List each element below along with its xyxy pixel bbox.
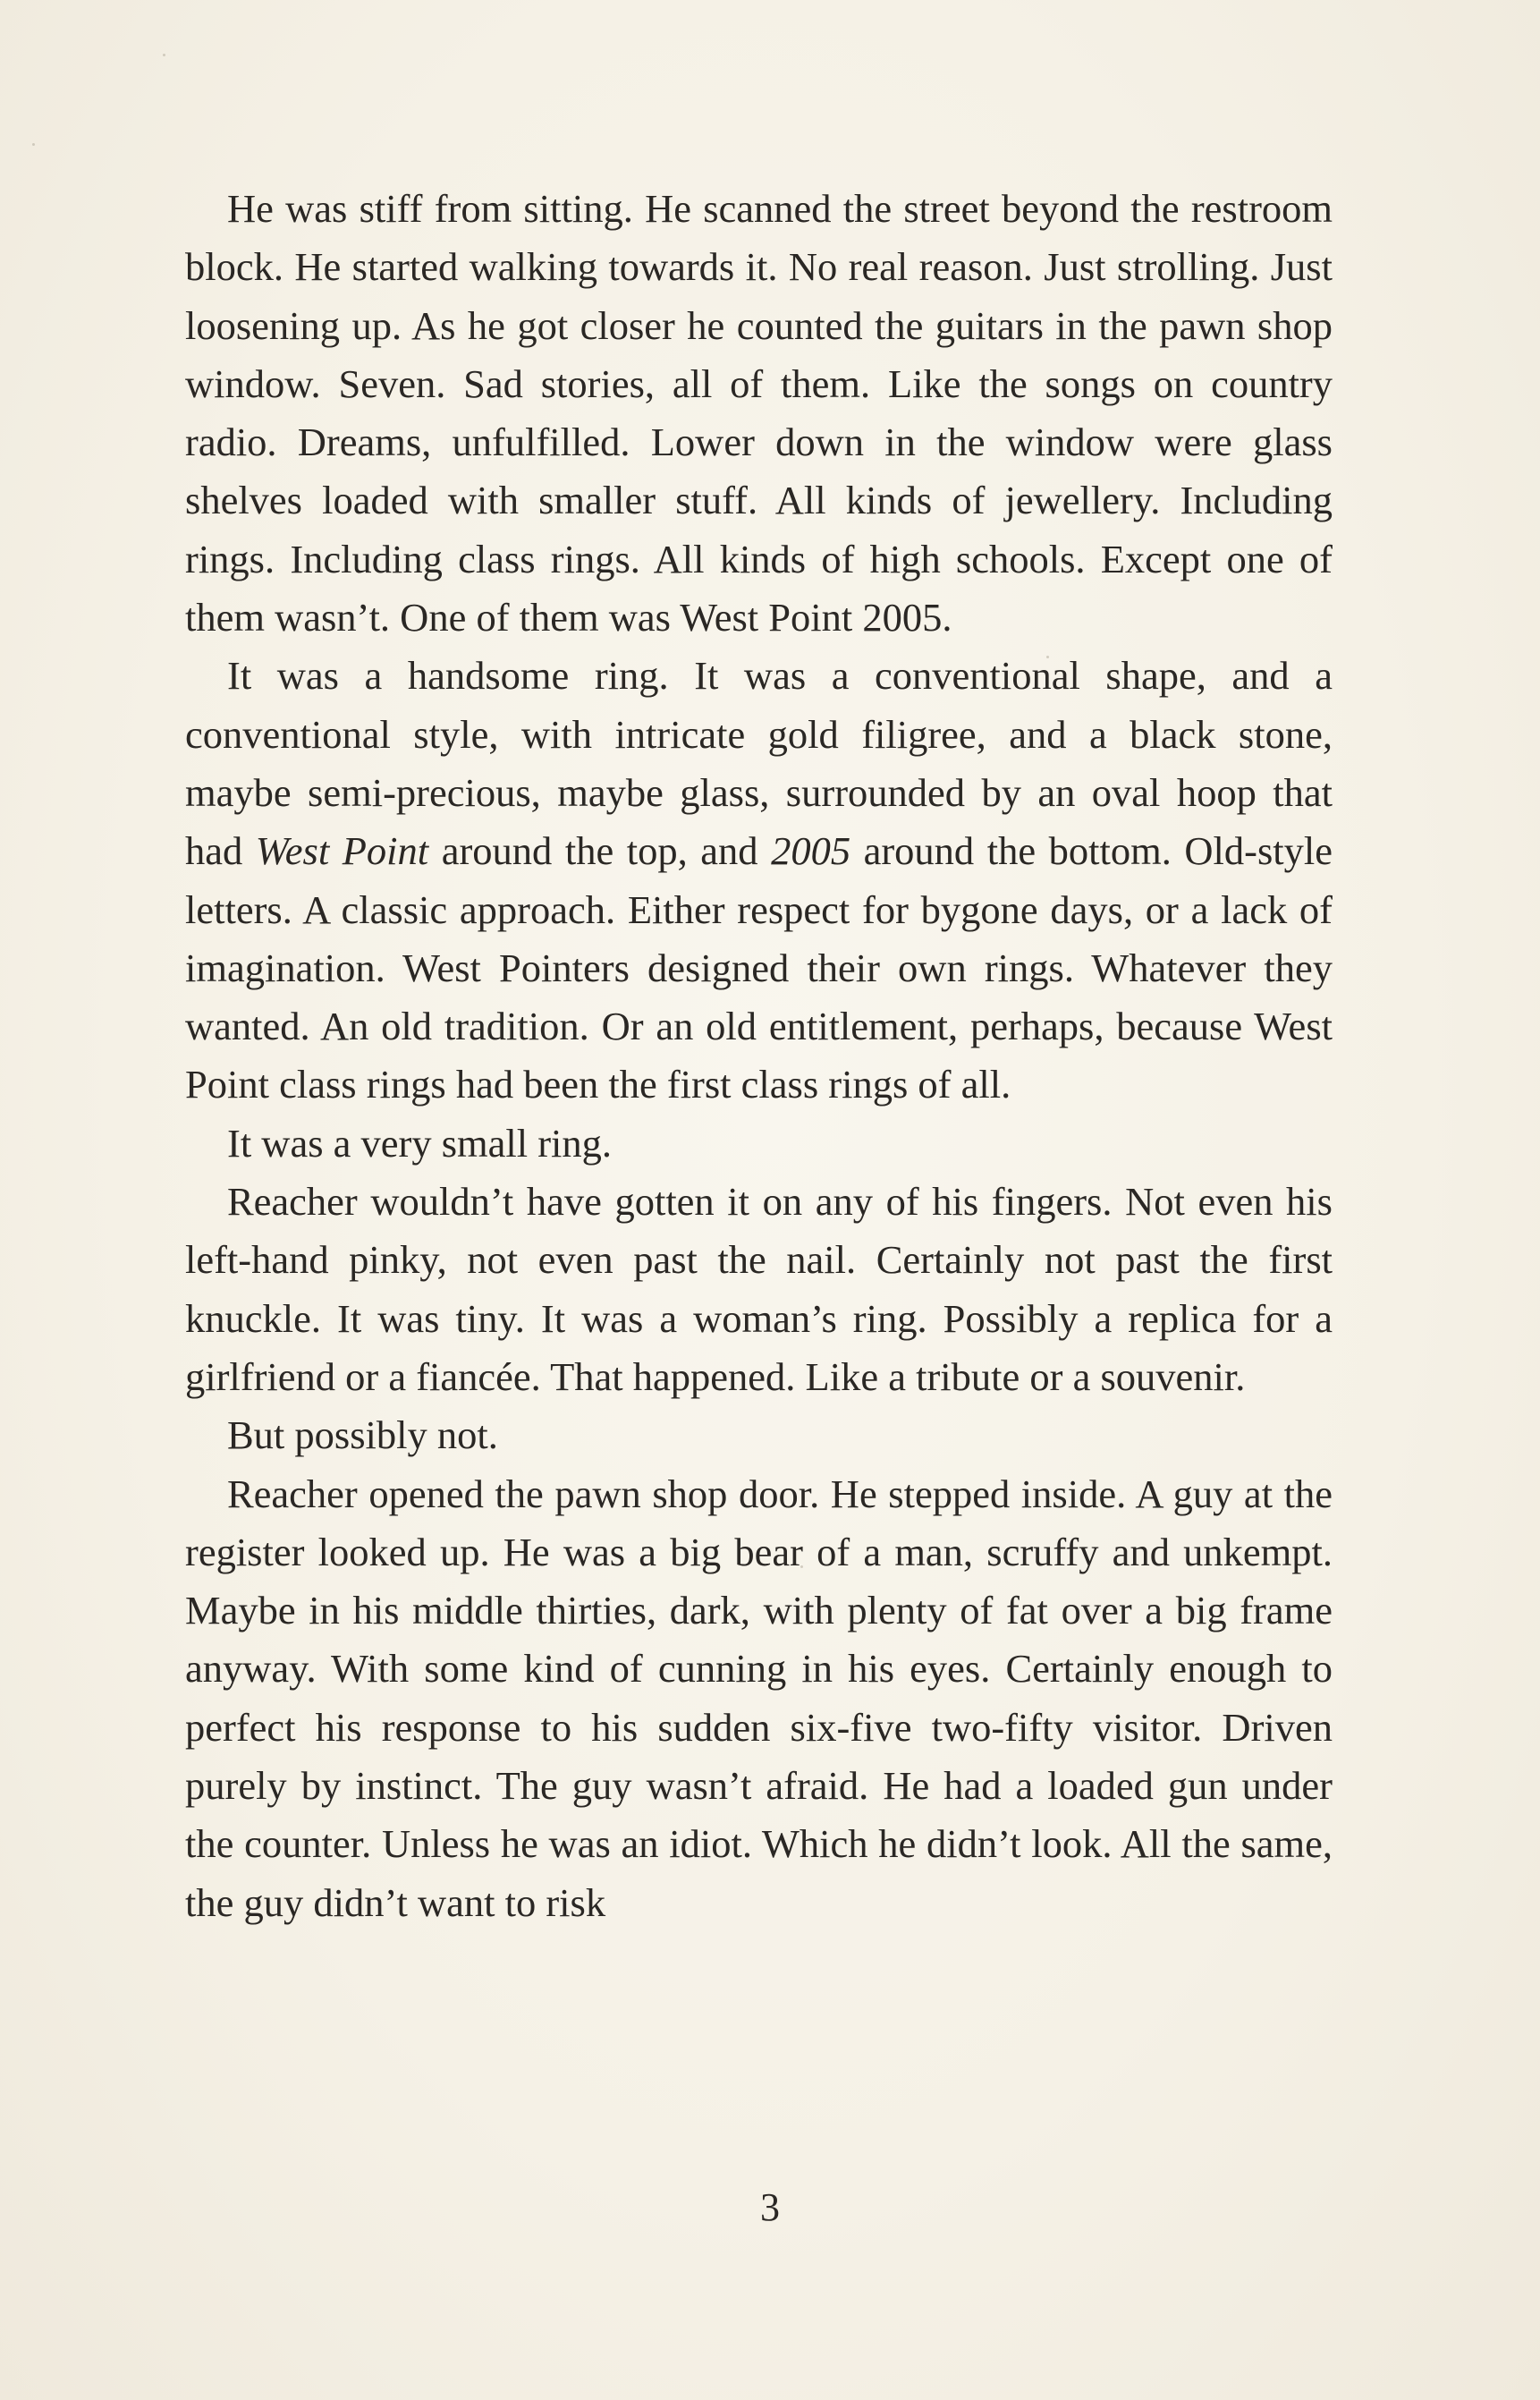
paper-speck: [32, 143, 35, 146]
paragraph: Reacher opened the pawn shop door. He stepped inside. A guy at the register looked up. He was a big bear of a man, scruffy and unkempt. Maybe in his middle thirties, dark, with plenty of fat over a big frame anyway. With some kind of cunning in his eyes. Certainly enough to perfect his response to his sudden six-five two-fifty visitor. Driven purely by instinct. The guy wasn’t afraid. He had a loaded gun under the counter. Unless he was an idiot. Which he didn’t look. All the same, the guy didn’t want to risk: [185, 1471, 1333, 1925]
paragraph: He was stiff from sitting. He scanned the street beyond the restroom block. He started walking towards it. No real reason. Just strolling. Just loosening up. As he got closer he counted the guitars in the pawn shop window. Seven. Sad stories, all of them. Like the songs on country radio. Dreams, unfulfilled. Lower down in the window were glass shelves loaded with smaller stuff. All kinds of jewellery. Including rings. Including class rings. All kinds of high schools. Except one of them wasn’t. One of them was West Point 2005.: [185, 186, 1333, 640]
text-run: It was a handsome ring. It was a conventional shape, and a conventional style, with intricate gold filigree, and a black stone, maybe semi-precious, maybe glass, surrounded by an oval hoop that had: [185, 653, 1333, 874]
paragraph: Reacher wouldn’t have gotten it on any of his fingers. Not even his left-hand pinky, not even past the nail. Certainly not past the first knuckle. It was tiny. It was a woman’s ring. Possibly a replica for a girlfriend or a fiancée. That happened. Like a tribute or a souvenir.: [185, 1179, 1333, 1399]
body-text: [185, 180, 1333, 1932]
page-number: 3: [760, 2185, 780, 2229]
text-run: around the top, and: [428, 828, 772, 874]
italic-text: West Point: [255, 828, 429, 874]
paragraph: It was a very small ring.: [227, 1120, 613, 1166]
text-run: around the bottom. Old-style letters. A classic approach. Either respect for bygone days, or a lack of imagination. West Pointers designed their own rings. Whatever they wanted. An old tradition. Or an old entitlement, perhaps, because West Point class rings had been the first class rings of all.: [185, 828, 1333, 1107]
italic-text: 2005: [771, 828, 851, 874]
paragraph: But possibly not.: [227, 1412, 498, 1458]
paper-speck: [163, 54, 165, 56]
paragraph: [185, 647, 1333, 1114]
